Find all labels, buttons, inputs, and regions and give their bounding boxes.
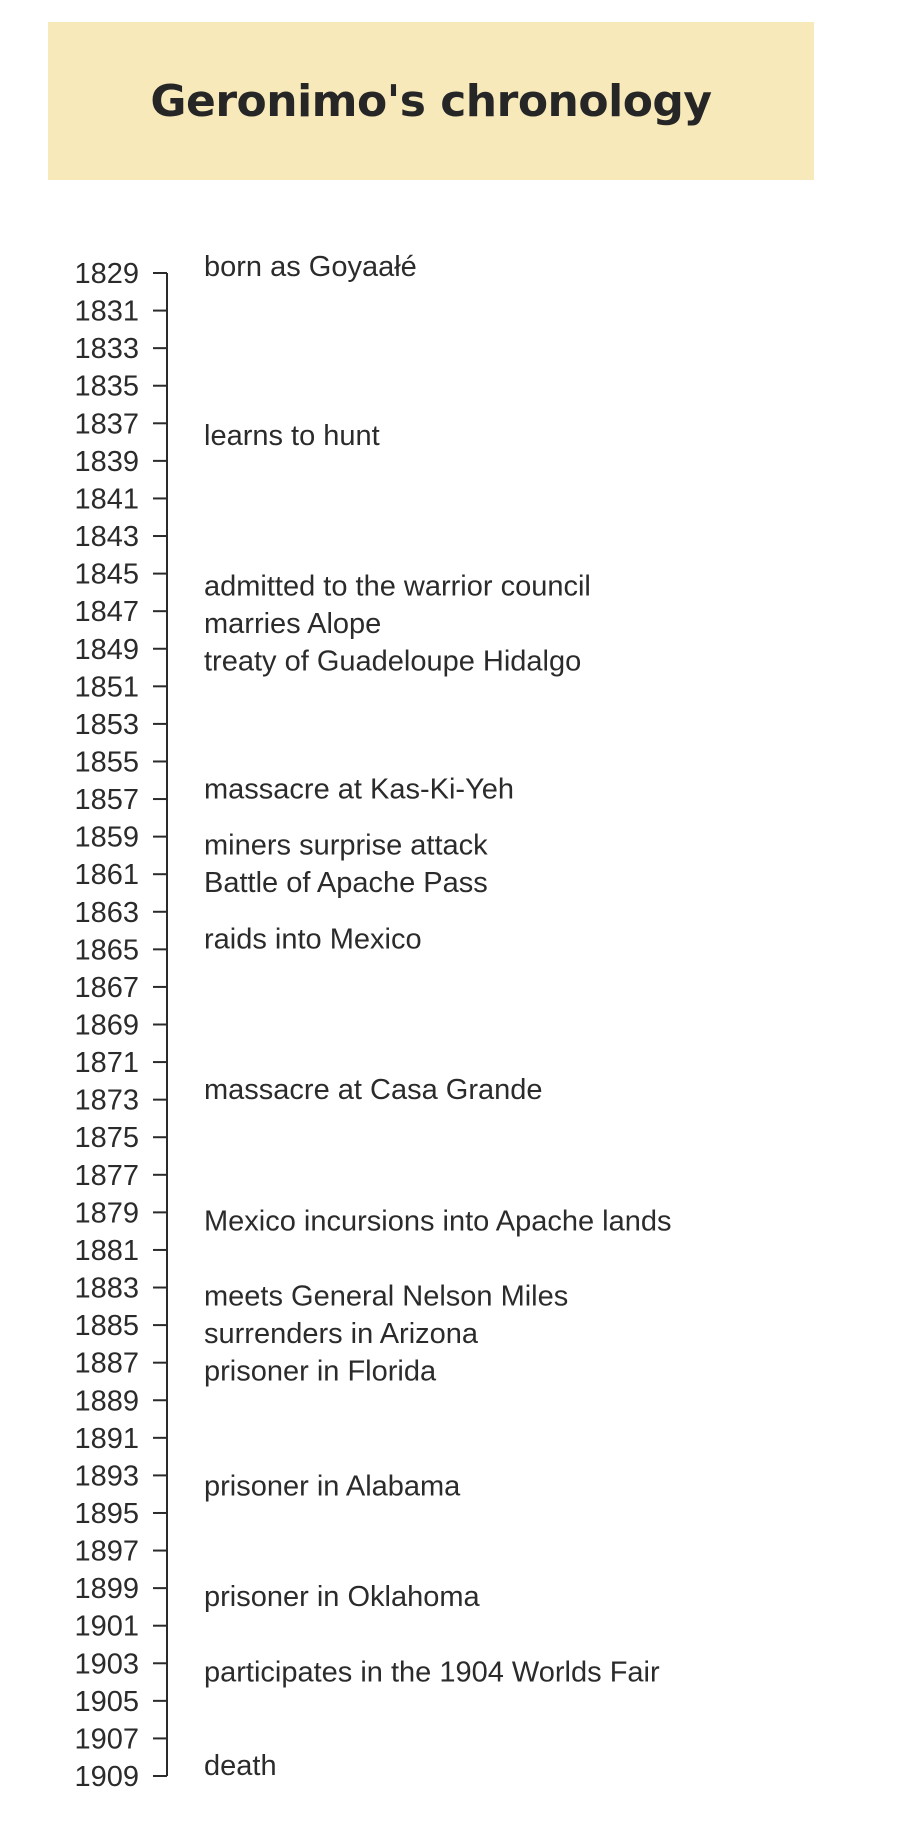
axis-tick-label: 1873 xyxy=(74,1084,139,1117)
axis-tick-label: 1899 xyxy=(74,1573,139,1606)
axis-tick-label: 1893 xyxy=(74,1460,139,1493)
axis-tick-label: 1841 xyxy=(74,483,139,516)
axis-tick-label: 1851 xyxy=(74,671,139,704)
event-label: learns to hunt xyxy=(204,420,380,453)
event-label: treaty of Guadeloupe Hidalgo xyxy=(204,645,582,678)
axis-tick-label: 1857 xyxy=(74,784,139,817)
axis-tick-label: 1843 xyxy=(74,521,139,554)
axis-tick-label: 1849 xyxy=(74,633,139,666)
axis-tick-label: 1829 xyxy=(74,258,139,290)
event-label: prisoner in Oklahoma xyxy=(204,1581,480,1614)
axis-tick-label: 1905 xyxy=(74,1685,139,1718)
axis-tick-label: 1863 xyxy=(74,896,139,929)
event-label: prisoner in Alabama xyxy=(204,1470,461,1503)
event-label: marries Alope xyxy=(204,607,382,640)
axis-tick-label: 1835 xyxy=(74,370,139,403)
axis-tick-label: 1909 xyxy=(74,1761,139,1793)
event-label: Mexico incursions into Apache lands xyxy=(204,1205,672,1238)
axis-tick-label: 1889 xyxy=(74,1385,139,1418)
axis-tick-label: 1839 xyxy=(74,445,139,478)
event-label: prisoner in Florida xyxy=(204,1355,437,1388)
axis-tick-label: 1831 xyxy=(74,295,139,328)
event-label: admitted to the warrior council xyxy=(204,570,591,603)
axis-tick-label: 1859 xyxy=(74,821,139,854)
axis-tick-label: 1855 xyxy=(74,746,139,779)
axis-tick-label: 1865 xyxy=(74,934,139,967)
axis-tick-label: 1885 xyxy=(74,1310,139,1343)
event-label: death xyxy=(204,1750,277,1783)
axis-tick-label: 1869 xyxy=(74,1009,139,1042)
axis-tick-label: 1901 xyxy=(74,1610,139,1643)
axis-tick-label: 1877 xyxy=(74,1159,139,1192)
axis-tick-label: 1845 xyxy=(74,558,139,591)
axis-tick-label: 1897 xyxy=(74,1535,139,1568)
axis-tick-label: 1891 xyxy=(74,1422,139,1455)
event-label: surrenders in Arizona xyxy=(204,1318,479,1351)
event-label: meets General Nelson Miles xyxy=(204,1280,569,1313)
axis-tick-label: 1903 xyxy=(74,1648,139,1681)
axis-tick-label: 1895 xyxy=(74,1497,139,1530)
axis-tick-label: 1861 xyxy=(74,859,139,892)
axis-tick-label: 1907 xyxy=(74,1723,139,1756)
axis-tick-label: 1837 xyxy=(74,408,139,441)
event-label: born as Goyaałé xyxy=(204,251,417,283)
event-label: raids into Mexico xyxy=(204,923,422,956)
axis-tick-label: 1887 xyxy=(74,1347,139,1380)
axis-tick-label: 1847 xyxy=(74,596,139,629)
event-label: massacre at Kas-Ki-Yeh xyxy=(204,773,515,806)
event-label: Battle of Apache Pass xyxy=(204,867,488,900)
event-label: miners surprise attack xyxy=(204,829,488,862)
axis-tick-label: 1853 xyxy=(74,708,139,741)
axis-tick-label: 1871 xyxy=(74,1047,139,1080)
axis-tick-label: 1879 xyxy=(74,1197,139,1230)
axis-tick-label: 1883 xyxy=(74,1272,139,1305)
chart-title: Geronimo's chronology xyxy=(150,75,712,127)
axis-tick-label: 1867 xyxy=(74,971,139,1004)
event-label: participates in the 1904 Worlds Fair xyxy=(204,1656,660,1689)
axis-tick-label: 1833 xyxy=(74,333,139,366)
event-label: massacre at Casa Grande xyxy=(204,1073,543,1106)
axis-tick-label: 1881 xyxy=(74,1234,139,1267)
axis-tick-label: 1875 xyxy=(74,1122,139,1155)
